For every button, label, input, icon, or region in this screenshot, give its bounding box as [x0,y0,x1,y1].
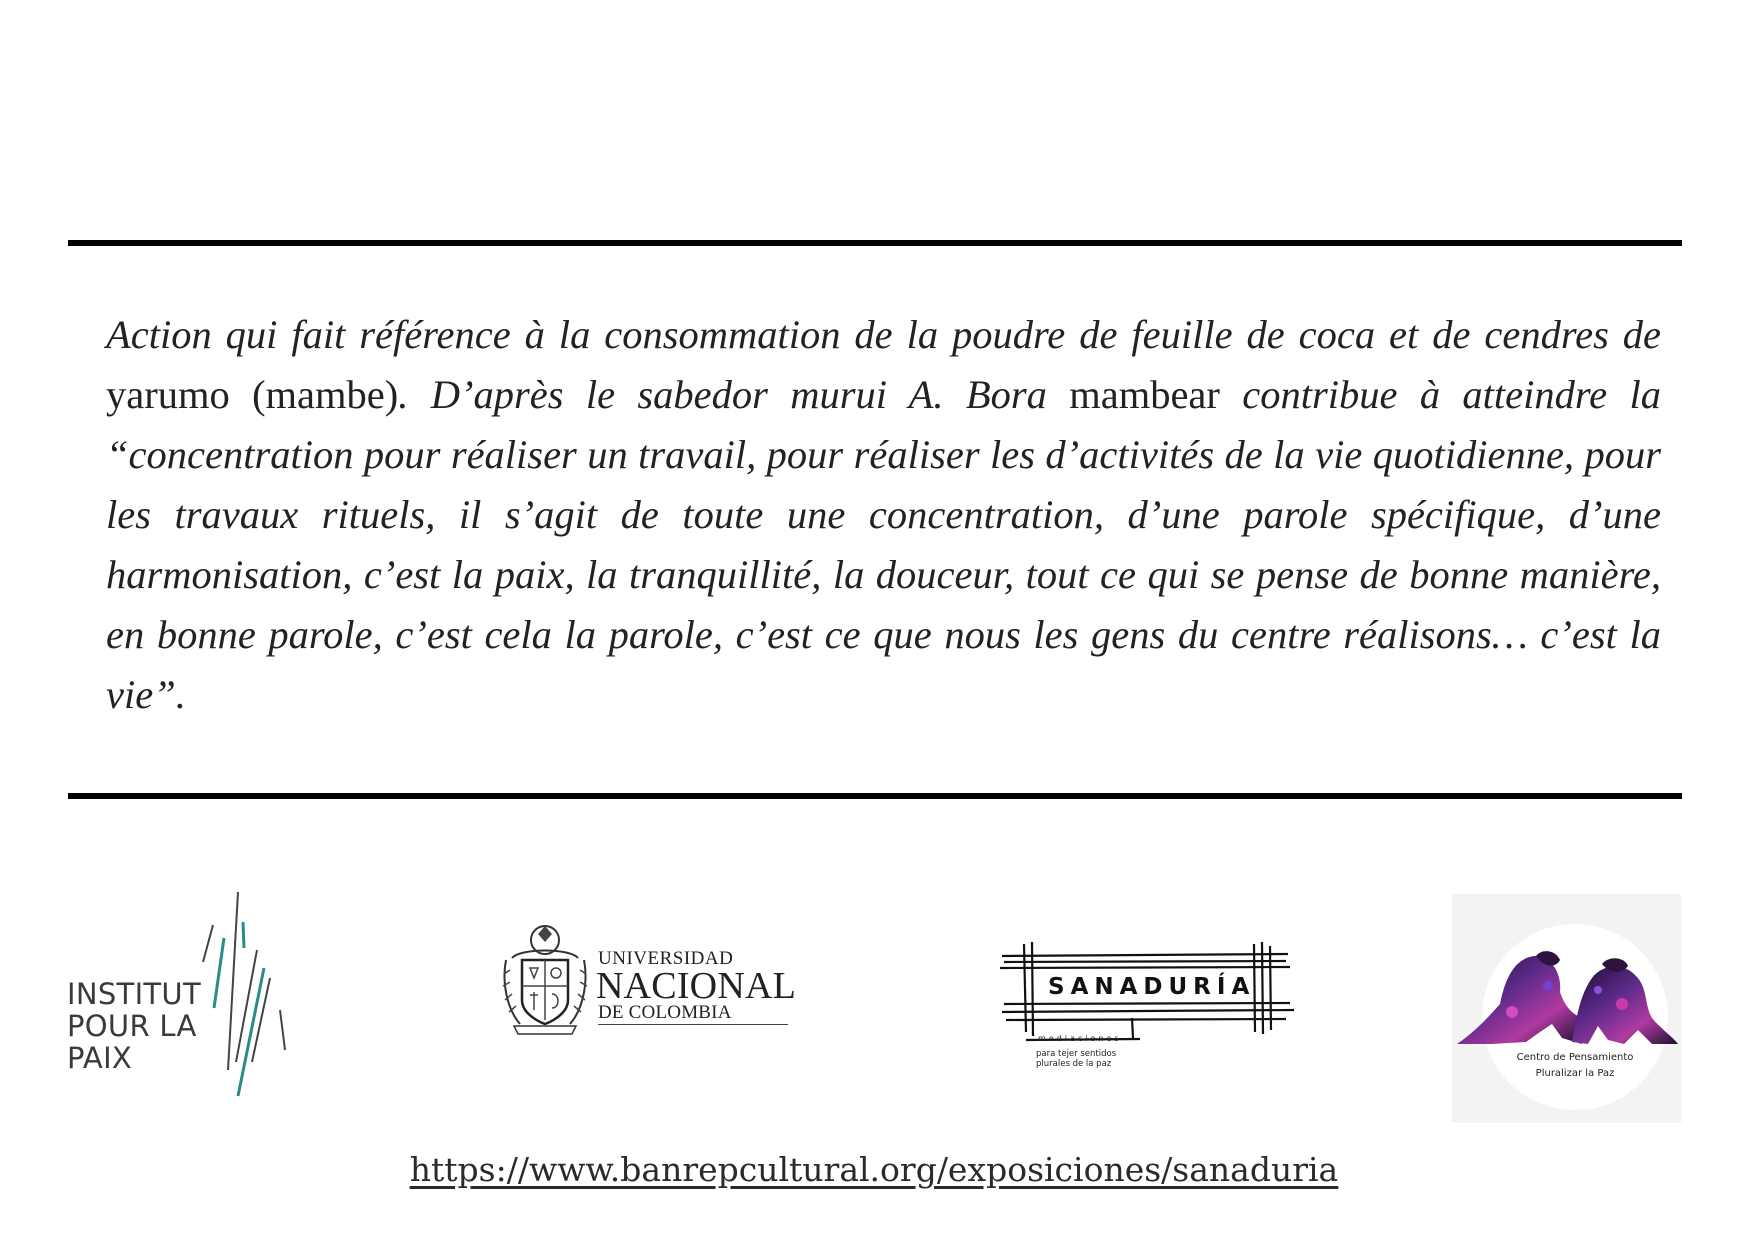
quote-text-3: . D’après le sabedor murui A. Bora [398,372,1070,417]
top-divider [68,240,1682,246]
quote-text-4: mambear [1069,372,1220,417]
cpp-line-2: Pluralizar la Paz [1535,1068,1615,1079]
quote-text-1: Action qui fait référence à la consommation de la poudre de feuille de coca et de cendres de [106,312,1661,357]
institut-line-3: PAIX [67,1041,133,1075]
institut-line-2: POUR LA [67,1009,197,1043]
unal-crest-icon [500,920,595,1045]
bottom-divider [68,793,1682,799]
unal-line-2: NACIONAL [596,965,797,1007]
centro-pensamiento-logo [1452,894,1681,1123]
quote-text-5: contribue à atteindre la “concentration pour réaliser un travail, pour réaliser les d’activités de la vie quotidienne, pour les travaux rituels, il s’agit de toute une concentration, d’une parole spécifique, d’une harmonisation, c’est la paix, la tranquillité, la douceur, tout ce qui se pense de bonne manière, en bonne parole, c’est cela la parole, c’est ce que nous les gens du centre réalisons… c’est la vie”. [106,372,1661,717]
sanaduria-logo [1000,940,1300,1080]
sanaduria-sub-1: para tejer sentidos [1036,1049,1117,1059]
cpp-line-1: Centro de Pensamiento [1516,1052,1634,1063]
unal-line-3: DE COLOMBIA [598,1002,732,1023]
institut-line-1: INSTITUT [67,977,201,1011]
institut-pour-la-paix-logo [60,890,310,1110]
exhibition-link[interactable] [0,1150,1748,1189]
exhibition-link-text[interactable]: https://www.banrepcultural.org/exposiciones/sanaduria [409,1150,1339,1189]
quote-text-2: yarumo (mambe) [106,372,399,417]
cpp-figures-icon [1452,894,1681,1123]
sanaduria-sub-2: plurales de la paz [1036,1059,1112,1069]
universidad-nacional-logo [500,920,800,1050]
quote-paragraph [106,305,1661,725]
unal-line-1: UNIVERSIDAD [598,948,734,969]
sanaduria-word: SANADURÍA [1048,974,1256,1000]
unal-underline [598,1024,788,1025]
sanaduria-mediaciones: mediaciones [1038,1034,1122,1043]
